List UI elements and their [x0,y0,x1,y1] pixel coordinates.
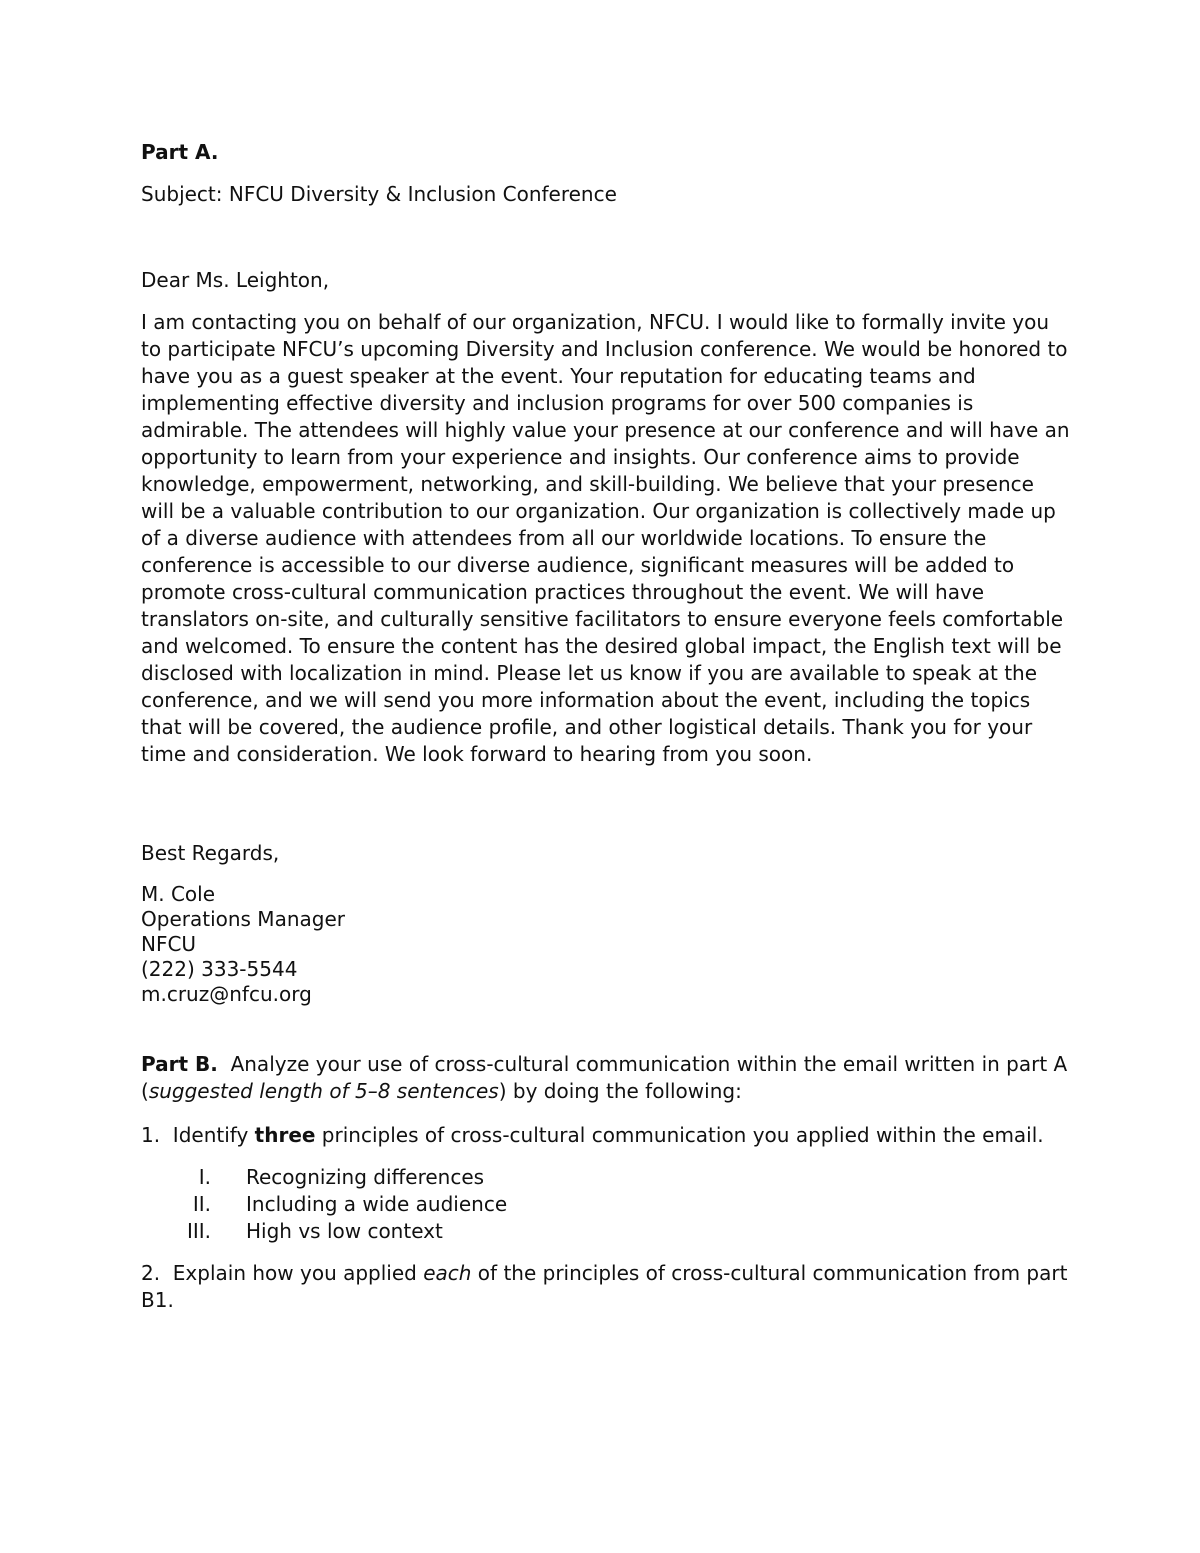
part-b-intro-end: ) by doing the following: [498,1079,742,1103]
question-1 [141,1122,1071,1149]
part-b-intro-text: Analyze your use of cross-cultural communication within the email written in part A ( [141,1052,1074,1103]
email-body: I am contacting you on behalf of our organization, NFCU. I would like to formally invite you to participate NFCU’s upcoming Diversity and Inclusion conference. We would be honored to have you as a guest speaker at the event. Your reputation for educating teams and implementing effective diversity and inclusion programs for over 500 companies is admirable. The attendees will highly value your presence at our conference and will have an opportunity to learn from your experience and insights. Our conference aims to provide knowledge, empowerment, networking, and skill-building. We believe that your presence will be a valuable contribution to our organization. Our organization is collectively made up of a diverse audience with attendees from all our worldwide locations. To ensure the conference is accessible to our diverse audience, significant measures will be added to promote cross-cultural communication practices throughout the event. We will have translators on-site, and culturally sensitive facilitators to ensure everyone feels comfortable and welcomed. To ensure the content has the desired global impact, the English text will be disclosed with localization in mind. Please let us know if you are available to speak at the conference, and we will send you more information about the event, including the topics that will be covered, the audience profile, and other logistical details. Thank you for your time and consideration. We look forward to hearing from you soon. [141,310,1070,766]
list-item-number: III. [186,1219,211,1243]
part-b-heading: Part B. [141,1052,218,1076]
list-item-text: Including a wide audience [246,1192,508,1216]
question-2 [141,1260,1071,1314]
list-item [141,1164,1071,1191]
list-item-number: II. [192,1192,211,1216]
signature-email: m.cruz@nfcu.org [141,982,312,1006]
list-item-number: I. [198,1165,211,1189]
question-2-end: of the principles of cross-cultural communication from part B1. [141,1261,1068,1312]
signature-title: Operations Manager [141,907,345,931]
email-subject: Subject: NFCU Diversity & Inclusion Conference [141,182,617,206]
question-1-bold: three [254,1123,316,1147]
principles-list [141,1164,1071,1245]
question-2-start: 2. Explain how you applied [141,1261,424,1285]
signature-name: M. Cole [141,882,216,906]
question-1-end: principles of cross-cultural communication you applied within the email. [315,1123,1044,1147]
email-closing: Best Regards, [141,841,280,865]
list-item [141,1191,1071,1218]
part-b-intro-italic: suggested length of 5–8 sentences [148,1079,499,1103]
list-item [141,1218,1071,1245]
signature-org: NFCU [141,932,197,956]
signature-phone: (222) 333-5544 [141,957,298,981]
list-item-text: Recognizing differences [246,1165,485,1189]
email-salutation: Dear Ms. Leighton, [141,268,330,292]
document-page [141,139,1074,1314]
list-item-text: High vs low context [246,1219,443,1243]
question-2-italic: each [423,1261,472,1285]
question-1-start: 1. Identify [141,1123,255,1147]
email-signature [141,882,1071,1007]
part-b-intro [141,1051,1074,1105]
part-a-heading: Part A. [141,140,219,164]
